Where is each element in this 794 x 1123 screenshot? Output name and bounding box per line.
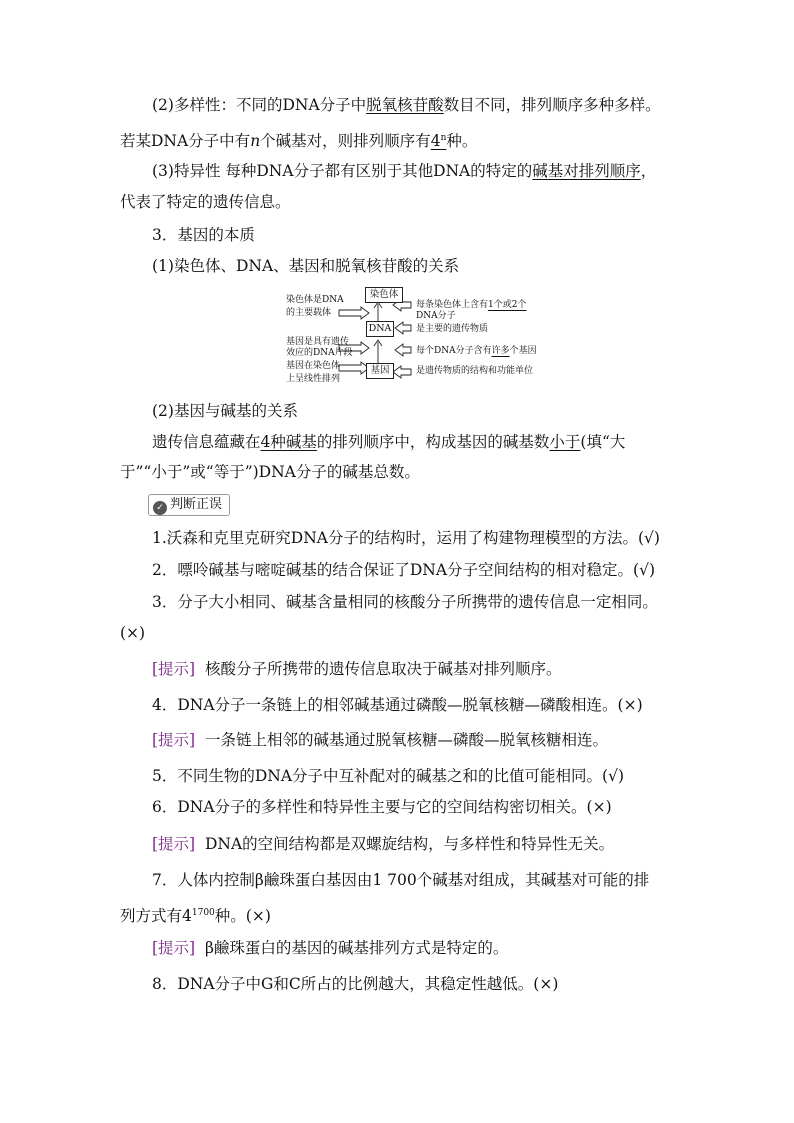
item-7: 7．人体内控制β鹼珠蛋白基因由1 700个碱基对组成，其碱基对可能的排 (152, 871, 650, 889)
text: 数目不同，排列顺序多种多样。 (443, 96, 661, 114)
box-gene: 基因 (366, 363, 394, 379)
hint-4: [提示] 一条链上相邻的碱基通过脱氧核糖—磷酸—脱氧核糖相连。 (152, 731, 608, 749)
para-diversity (152, 95, 712, 115)
arrow-right (339, 307, 369, 319)
left-label: 染色体是DNA (286, 295, 344, 305)
arrow-left (395, 322, 411, 334)
hint-3: [提示] 核酸分子所携带的遗传信息取决于碱基对排列顺序。 (152, 660, 562, 678)
left-label: 的主要载体 (286, 308, 332, 318)
left-label: 上呈线性排列 (286, 374, 341, 384)
answer-blank: 小于 (549, 433, 581, 451)
text: ， (640, 162, 657, 180)
hint-6: [提示] DNA的空间结构都是双螺旋结构，与多样性和特异性无关。 (152, 835, 615, 853)
right-label: 每条染色体上含有1个或2个 (416, 300, 527, 310)
box-dna: DNA (366, 321, 394, 337)
badge-label: 判断正误 (170, 497, 223, 512)
para-specificity-cont: 代表了特定的遗传信息。 (120, 193, 291, 211)
arrow-left (393, 366, 411, 378)
item-7-cont: 列方式有$4^{1700}$种。(×) (120, 907, 271, 926)
right-label: DNA分子 (416, 311, 456, 321)
check-icon: ✓ (153, 501, 167, 515)
text: 个碱基对，则排列顺序有 (260, 132, 431, 151)
answer-blank: 脱氧核苷酸 (366, 96, 444, 114)
text: 种。 (446, 132, 478, 151)
judge-true-false-badge (148, 494, 230, 516)
item-3: 3．分子大小相同、碱基含量相同的核酸分子所携带的遗传信息一定相同。 (152, 593, 658, 611)
item-4: 4．DNA分子一条链上的相邻碱基通过磷酸—脱氧核糖—磷酸相连。(×) (152, 696, 643, 714)
subheading-relationship: (1)染色体、DNA、基因和脱氧核苷酸的关系 (152, 257, 460, 275)
right-label: 是主要的遗传物质 (416, 324, 489, 334)
answer-blank: 碱基对排列顺序 (532, 162, 641, 180)
text: (3)特异性 每种DNA分子都有区别于其他DNA的特定的 (152, 162, 533, 180)
item-1: 1.沃森和克里克研究DNA分子的结构时，运用了构建物理模型的方法。(√) (152, 529, 660, 547)
text: (2)多样性：不同的DNA分子中 (152, 96, 367, 114)
para-gene-base-cont: 于”“小于”或“等于”)DNA分子的碱基总数。 (120, 463, 420, 481)
right-label: 每个DNA分子含有许多个基因 (416, 346, 537, 356)
item-8: 8．DNA分子中G和C所占的比例越大，其稳定性越低。(×) (152, 975, 559, 993)
left-label: 基因是具有遗传 (286, 337, 350, 347)
heading-gene-essence: 3．基因的本质 (152, 226, 255, 244)
para-gene-base: 遗传信息蕴藏在4种碱基的排列顺序中，构成基因的碱基数小于(填“大 (152, 433, 626, 451)
relationship-diagram (283, 285, 545, 385)
left-label: 效应的DNA片段 (286, 348, 353, 358)
hint-7: [提示] β鹼珠蛋白的基因的碱基排列方式是特定的。 (152, 939, 509, 957)
var-n: n (250, 132, 261, 151)
text: 若某DNA分子中有 (120, 132, 251, 151)
item-3-mark: (×) (120, 624, 146, 642)
box-chromosome: 染色体 (365, 287, 403, 303)
item-2: 2．嘌呤碱基与嘧啶碱基的结合保证了DNA分子空间结构的相对稳定。(√) (152, 561, 656, 579)
answer-blank: 4种碱基 (260, 433, 317, 451)
para-diversity-cont (120, 128, 680, 151)
hint-label: [提示] (152, 939, 196, 957)
item-5: 5．不同生物的DNA分子中互补配对的碱基之和的比值可能相同。(√) (152, 767, 625, 785)
arrow-right (339, 362, 369, 374)
hint-label: [提示] (152, 835, 196, 853)
hint-label: [提示] (152, 660, 196, 678)
para-specificity (152, 161, 712, 181)
left-label: 基因在染色体 (286, 361, 341, 371)
answer-blank: 4$^n$ (430, 132, 447, 151)
item-6: 6．DNA分子的多样性和特异性主要与它的空间结构密切相关。(×) (152, 798, 612, 816)
right-label: 是遗传物质的结构和功能单位 (416, 366, 534, 376)
subheading-gene-base: (2)基因与碱基的关系 (152, 402, 298, 420)
arrow-left (395, 344, 411, 356)
hint-label: [提示] (152, 731, 196, 749)
